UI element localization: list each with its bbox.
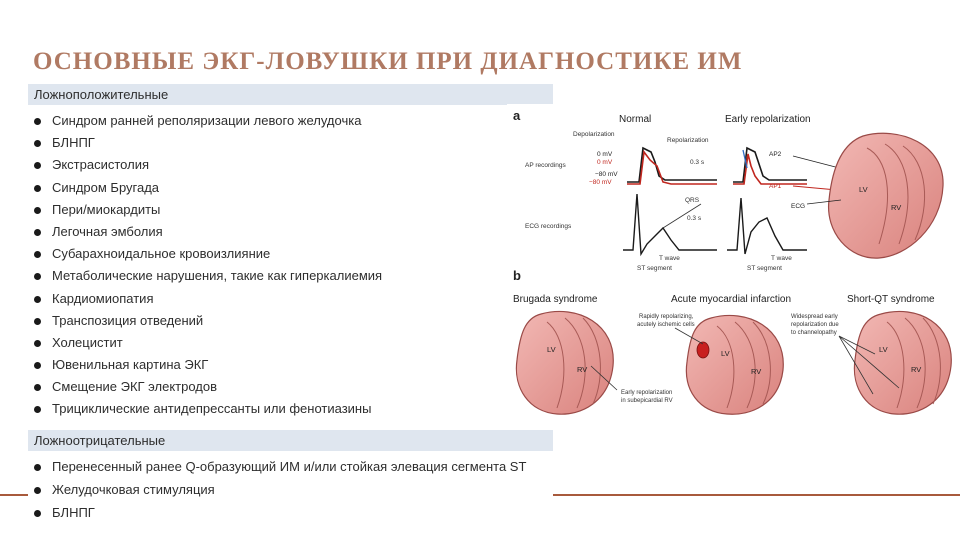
list-item-label: Кардиомиопатия — [52, 290, 154, 306]
widespread-text-1: Widespread early — [791, 314, 838, 320]
list-item — [28, 376, 553, 398]
figure-svg — [507, 104, 952, 420]
bullet-icon — [34, 251, 41, 258]
lv-b3-label: LV — [879, 345, 888, 354]
ecg-recordings-label: ECG recordings — [525, 223, 572, 230]
bullet-icon — [34, 464, 41, 471]
list-item-label: Смещение ЭКГ электродов — [52, 379, 218, 395]
bullet-icon — [34, 162, 41, 169]
false-positive-header: Ложноположительные — [28, 84, 553, 105]
list-item-label: Трициклические антидепрессанты или фенотиазины — [52, 401, 372, 417]
list-item — [28, 332, 553, 354]
bullet-icon — [34, 340, 41, 347]
early-subepi-text-1: Early repolarization — [621, 390, 673, 396]
list-item-label: БЛНПГ — [52, 504, 95, 520]
heart-illustration-acute-mi — [686, 315, 783, 414]
list-item-label: Метаболические нарушения, такие как гиперкалиемия — [52, 268, 383, 284]
bullet-icon — [34, 384, 41, 391]
panel-b-label: b — [513, 268, 521, 283]
brugada-label: Brugada syndrome — [513, 294, 598, 305]
list-item — [28, 457, 528, 477]
list-item-label: Субарахноидальное кровоизлияние — [52, 246, 271, 262]
rv-b3-label: RV — [911, 365, 922, 374]
rv-top-label: RV — [891, 203, 902, 212]
bullet-icon — [34, 207, 41, 214]
depolarization-label: Depolarization — [573, 131, 615, 138]
list-item — [28, 199, 553, 221]
list-item-label: Экстрасистолия — [52, 157, 149, 173]
list-item-label: Синдром ранней реполяризации левого желудочка — [52, 113, 362, 128]
acute-mi-label: Acute myocardial infarction — [671, 294, 792, 305]
list-item — [28, 177, 553, 199]
bullet-icon — [34, 273, 41, 280]
lv-b2-label: LV — [721, 349, 730, 358]
ischemic-text-2: acutely ischemic cells — [637, 322, 695, 328]
false-negative-list — [28, 451, 553, 523]
list-item — [28, 265, 553, 287]
list-item — [28, 132, 553, 154]
list-item-label: Ювенильная картина ЭКГ — [52, 357, 209, 373]
early-repolarization-label: Early repolarization — [725, 114, 811, 125]
list-item-label: БЛНПГ — [52, 135, 95, 151]
bullet-icon — [34, 229, 41, 236]
list-item — [28, 480, 553, 500]
qrs-label: QRS — [685, 197, 700, 204]
heart-illustration-brugada — [516, 311, 613, 414]
list-item — [28, 110, 553, 132]
zero-mv-red-label: 0 mV — [597, 159, 613, 166]
list-item — [28, 154, 553, 176]
list-item-label: Желудочковая стимуляция — [52, 481, 215, 497]
t-wave-2-label: T wave — [771, 255, 792, 262]
false-positive-list — [28, 105, 553, 421]
widespread-text-3: to channelopathy — [791, 330, 837, 336]
list-item-label: Легочная эмболия — [52, 223, 163, 239]
bullet-icon — [34, 487, 41, 494]
decorative-rule-right — [553, 494, 960, 496]
false-negative-header: Ложноотрицательные — [28, 430, 553, 451]
bullet-icon — [34, 118, 41, 125]
short-qt-label: Short-QT syndrome — [847, 294, 935, 305]
time-scale-top-label: 0.3 s — [690, 159, 705, 166]
rv-b1-label: RV — [577, 365, 588, 374]
st-segment-2-label: ST segment — [747, 265, 782, 272]
bullet-icon — [34, 185, 41, 192]
repolarization-figure — [507, 104, 952, 420]
slide-title: ОСНОВНЫЕ ЭКГ-ЛОВУШКИ ПРИ ДИАГНОСТИКЕ ИМ — [33, 48, 743, 75]
time-scale-mid-label: 0.3 s — [687, 215, 702, 222]
list-item — [28, 310, 553, 332]
ap2-label: AP2 — [769, 151, 782, 158]
ecg-label: ECG — [791, 203, 806, 210]
bullet-icon — [34, 318, 41, 325]
bullet-icon — [34, 362, 41, 369]
minus80-mv-red-label: −80 mV — [589, 179, 612, 186]
list-item-label: Пери/миокардиты — [52, 201, 161, 217]
list-item — [28, 243, 553, 265]
ischemic-text-1: Rapidly repolarizing, — [639, 314, 694, 320]
bullet-icon — [34, 510, 41, 517]
ap1-label: AP1 — [769, 183, 782, 190]
repolarization-label: Repolarization — [667, 137, 709, 144]
ecg-pitfalls-table — [28, 84, 553, 540]
bullet-icon — [34, 296, 41, 303]
bullet-icon — [34, 140, 41, 147]
list-item-label: Холецистит — [52, 334, 123, 350]
normal-label: Normal — [619, 114, 652, 125]
list-item-label: Перенесенный ранее Q-образующий ИМ и/или стойкая элевация сегмента ST — [52, 458, 527, 474]
widespread-text-2: repolarization due — [791, 322, 839, 328]
list-item-label: Синдром Бругада — [52, 179, 160, 195]
t-wave-1-label: T wave — [659, 255, 680, 262]
bullet-icon — [34, 406, 41, 413]
heart-illustration-top — [829, 133, 944, 258]
early-subepi-text-2: in subepicardial RV — [621, 398, 673, 404]
list-item — [28, 221, 553, 243]
list-item — [28, 503, 553, 523]
decorative-rule-left — [0, 494, 28, 496]
ap-recordings-label: AP recordings — [525, 162, 566, 169]
zero-mv-black-label: 0 mV — [597, 151, 613, 158]
minus80-mv-black-label: −80 mV — [595, 171, 618, 178]
panel-a-label: a — [513, 108, 521, 123]
lv-b1-label: LV — [547, 345, 556, 354]
list-item — [28, 398, 553, 420]
list-item — [28, 288, 553, 310]
list-item — [28, 354, 553, 376]
heart-illustration-short-qt — [854, 311, 951, 414]
list-item-label: Транспозиция отведений — [52, 312, 204, 328]
rv-b2-label: RV — [751, 367, 762, 376]
lv-top-label: LV — [859, 185, 868, 194]
st-segment-1-label: ST segment — [637, 265, 672, 272]
